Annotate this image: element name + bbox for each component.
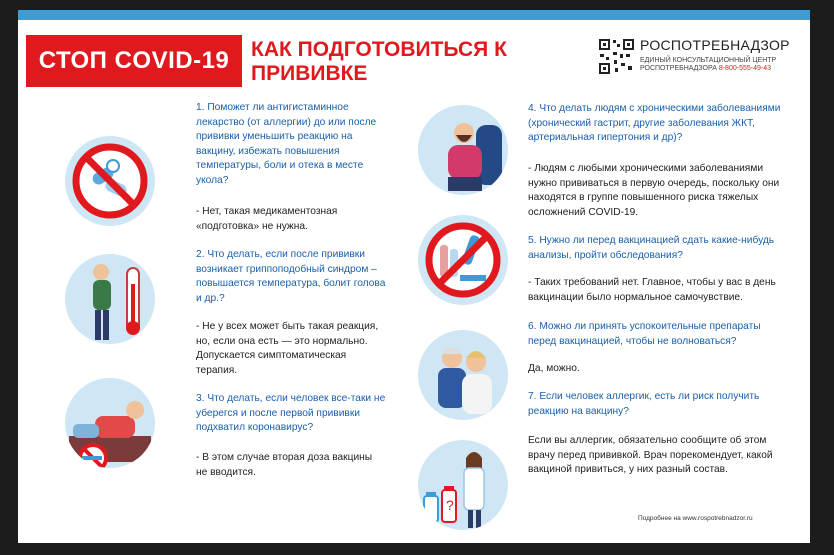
qr-code-icon bbox=[598, 38, 635, 75]
elderly-couple-icon bbox=[418, 330, 508, 420]
answer-6: Да, можно. bbox=[528, 363, 580, 374]
answer-7: Если вы аллергик, обязательно сообщите об этом врачу перед прививкой. Врач порекомендует, какой вакциной привиться, у них разный состав. bbox=[528, 435, 773, 475]
answer-1: - Нет, такая медикаментозная «подготовка» не нужна. bbox=[196, 206, 338, 232]
footer-link: Подробнее на www.rospotrebnadzor.ru bbox=[638, 515, 753, 522]
org-subtitle-line1: ЕДИНЫЙ КОНСУЛЬТАЦИОННЫЙ ЦЕНТР bbox=[640, 57, 777, 64]
sick-person-icon bbox=[65, 378, 155, 468]
org-subtitle-line2: РОСПОТРЕБНАДЗОРА bbox=[640, 65, 717, 72]
org-block bbox=[640, 37, 810, 73]
question-2: 2. Что делать, если после прививки возникает гриппоподобный синдром – повышается температура, болит голова и др.? bbox=[196, 249, 386, 304]
no-pills-icon bbox=[65, 136, 155, 226]
doctor-icon bbox=[418, 440, 508, 530]
question-5: 5. Нужно ли перед вакцинацией сдать какие-нибудь анализы, пройти обследования? bbox=[528, 235, 775, 261]
no-lab-test-icon bbox=[418, 215, 508, 305]
answer-5: - Таких требований нет. Главное, чтобы у вас в день вакцинации было нормальное самочувствие. bbox=[528, 277, 776, 303]
question-7: 7. Если человек аллергик, есть ли риск получить реакцию на вакцину? bbox=[528, 391, 760, 417]
question-4: 4. Что делать людям с хроническими заболеваниями (хронический гастрит, другие заболевания ЖКТ, артериальная гипертония и др)? bbox=[528, 103, 781, 143]
svg-text:?: ? bbox=[446, 497, 454, 513]
question-6: 6. Можно ли принять успокоительные препараты перед вакцинацией, чтобы не волноваться? bbox=[528, 321, 761, 347]
org-phone: 8-800-555-49-43 bbox=[718, 65, 771, 72]
org-subtitle bbox=[640, 57, 810, 73]
thermometer-person-icon bbox=[65, 254, 155, 344]
stop-covid-label: СТОП COVID-19 bbox=[38, 47, 230, 74]
question-1: 1. Поможет ли антигистаминное лекарство (от аллергии) до или после прививки уменьшить реакцию на вакцину, избежать повышения температуры, боли и отека в месте укола? bbox=[196, 102, 377, 186]
page-title: КАК ПОДГОТОВИТЬСЯ К ПРИВИВКЕ bbox=[251, 38, 507, 85]
answer-4: - Людям с любыми хроническими заболеваниями нужно прививаться в первую очередь, поскольку они находятся в группе повышенного риска тяжелых осложнений COVID-19. bbox=[528, 163, 780, 218]
org-name: РОСПОТРЕБНАДЗОР bbox=[640, 37, 790, 53]
question-3: 3. Что делать, если человек все-таки не уберегся и после первой прививки подхватил коронавирус? bbox=[196, 393, 386, 433]
top-bar bbox=[18, 10, 810, 20]
answer-3: - В этом случае вторая доза вакцины не вводится. bbox=[196, 452, 373, 478]
poster bbox=[18, 10, 810, 543]
chronic-patient-icon bbox=[418, 105, 508, 195]
answer-2: - Не у всех может быть такая реакция, но, если она есть — это нормально. Допускается симптоматическая терапия. bbox=[196, 321, 379, 376]
stop-covid-banner bbox=[26, 35, 242, 87]
